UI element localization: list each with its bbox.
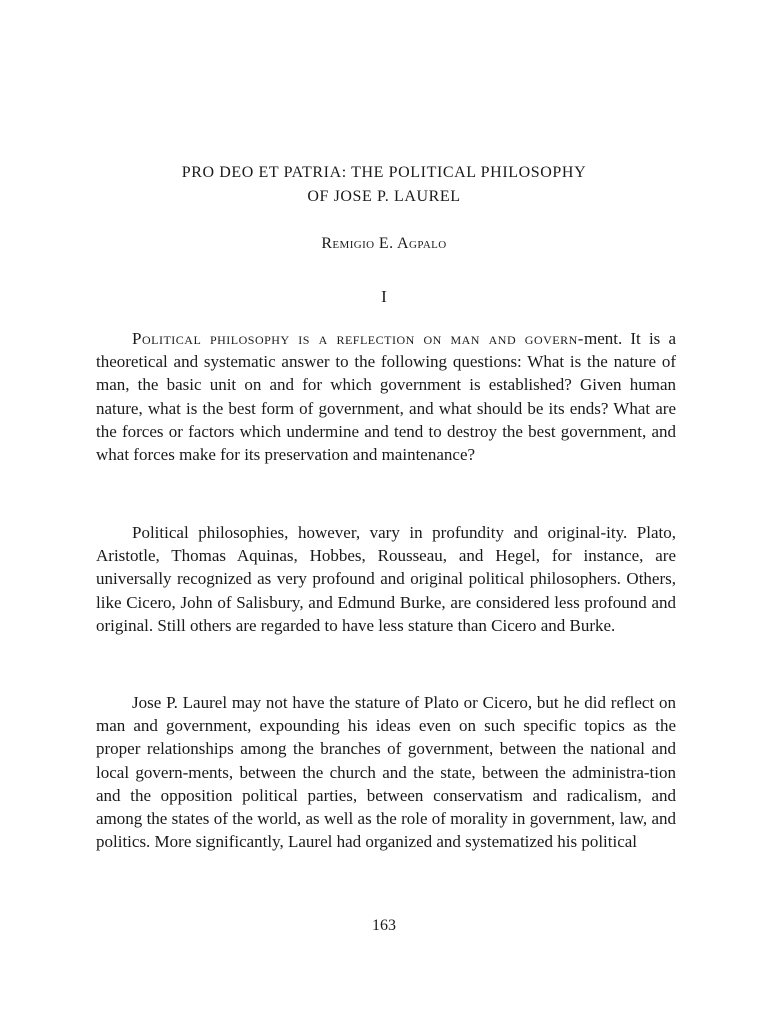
paragraph-1 xyxy=(96,327,676,466)
paragraph-1-text xyxy=(96,327,676,466)
paragraph-1-rest: ment. It is a theoretical and systematic answer to the following questions: What is the nature of man, the basic unit on and for which government is established? Given human nature, what is the best form of government, and what should be its ends? What are the forces or factors which undermine and tend to destroy the best government, and what forces make for its preservation and maintenance? xyxy=(96,329,677,465)
paragraph-1-lead: Political philosophy is a reflection on man and govern- xyxy=(132,329,584,348)
section-numeral: I xyxy=(381,287,387,306)
paragraph-2-text: Political philosophies, however, vary in profundity and original-ity. Plato, Aristotle, Thomas Aquinas, Hobbes, Rousseau, and Hegel, for instance, are universally recognized as very profound and original political philosophers. Others, like Cicero, John of Salisbury, and Edmund Burke, are considered less profound and original. Still others are regarded to have less stature than Cicero and Burke. xyxy=(96,523,676,635)
author-name: Remigio E. Agpalo xyxy=(321,235,447,252)
article-title-line-1: PRO DEO ET PATRIA: THE POLITICAL PHILOSOPHY xyxy=(181,164,587,181)
paragraph-3 xyxy=(96,691,676,853)
page-number: 163 xyxy=(372,917,396,934)
paragraph-3-text: Jose P. Laurel may not have the stature of Plato or Cicero, but he did reflect on man and government, expounding his ideas even on such specific topics as the proper relationships among the branches of government, between the national and local govern-ments, between the church and the state, between the administra-tion and the opposition political parties, between conservatism and radicalism, and among the states of the world, as well as the role of morality in government, law, and politics. More significantly, Laurel had organized and systematized his political xyxy=(96,693,676,852)
article-title-line-2: OF JOSE P. LAUREL xyxy=(307,188,461,205)
paragraph-2 xyxy=(96,521,676,637)
